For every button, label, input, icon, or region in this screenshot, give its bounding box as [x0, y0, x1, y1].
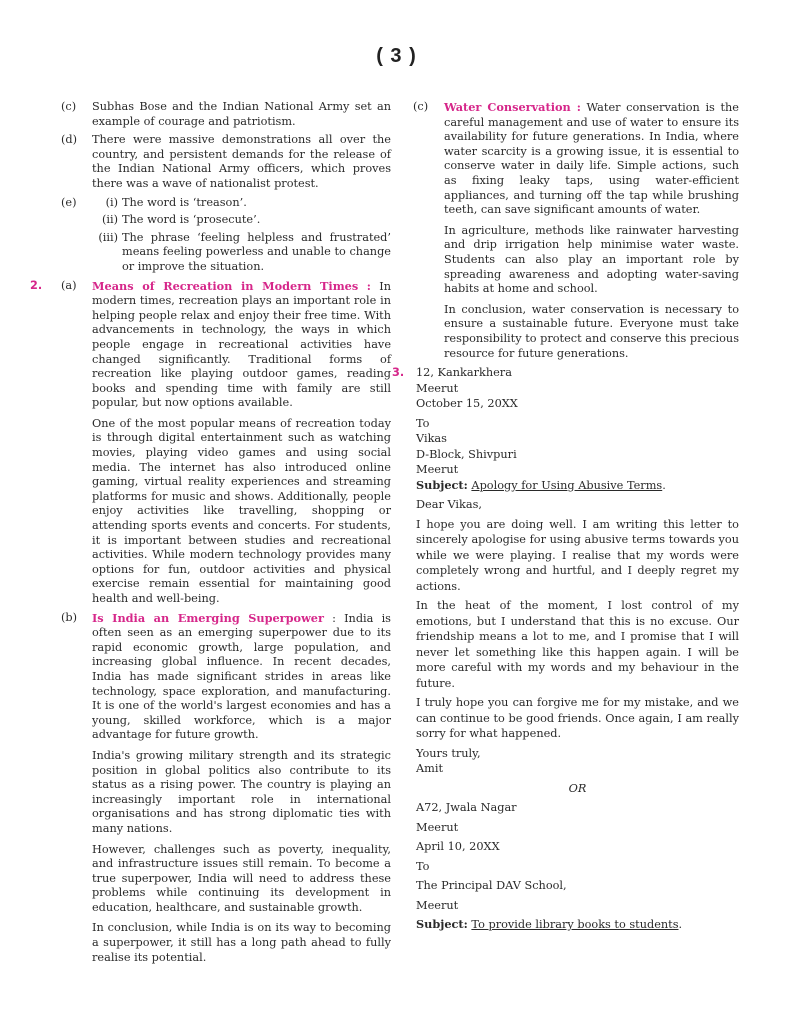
sub-text: The phrase ‘feeling helpless and frustrated’ means feeling powerless and unable to change or improve the situation. [122, 230, 391, 273]
answer-text: Subhas Bose and the Indian National Army set an example of courage and patriotism. [92, 100, 391, 128]
sub-label: (iii) [98, 230, 118, 244]
to-label: To [416, 416, 430, 430]
page-number: ( 3 ) [376, 45, 417, 67]
or-separator: OR [568, 781, 587, 795]
closing: Yours truly, [416, 746, 481, 760]
subject-text: Apology for Using Abusive Terms [471, 478, 663, 492]
letter-body-paragraph: I hope you are doing well. I am writing this letter to sincerely apologise for using abusive terms towards you while we were playing. I realise that my words were completely wrong and hurtful, and I deeply regret my actions. [416, 517, 739, 593]
answer-1e [58, 196, 391, 275]
sender-address-line: A72, Jwala Nagar [416, 801, 517, 815]
item-label: (c) [61, 100, 77, 113]
essay-paragraph: However, challenges such as poverty, inequality, and infrastructure issues still remain. To become a true superpower, India will need to address these problems while continuing its development in education, healthcare, and sustainable growth. [92, 842, 391, 914]
sub-answer [58, 213, 391, 228]
sender-address-line: Meerut [416, 820, 459, 834]
sub-text: The word is ‘prosecute’. [122, 213, 261, 227]
essay-heading: Is India an Emerging Superpower [92, 610, 324, 625]
sub-label: (ii) [101, 213, 118, 227]
essay-paragraph: In conclusion, while India is on its way to becoming a superpower, it still has a long path ahead to fully realise its potential. [92, 921, 391, 964]
essay-paragraph: India's growing military strength and its strategic position in global politics also contribute to its status as a rising power. The country is playing an increasingly important role in international organisations and has strong diplomatic ties with many nations. [92, 748, 391, 835]
essay-paragraph: One of the most popular means of recreation today is through digital entertainment such as watching movies, playing video games and using social media. The internet has also introduced online gaming, virtual reality experiences and streaming platforms for music and shows. Additionally, people enjoy activities like travelling, shopping or attending sports events and concerts. For students, it is important between studies and recreational activities. While modern technology provides many options for fun, outdoor activities and physical exercise remain essential for maintaining good health and well-being. [92, 416, 391, 605]
letter-date: April 10, 20XX [416, 840, 500, 854]
question-number: 3. [392, 366, 405, 380]
sub-label: (i) [105, 195, 118, 209]
essay-heading: Means of Recreation in Modern Times : [92, 278, 371, 293]
answer-2a [30, 278, 392, 607]
recipient-line: The Principal DAV School, [416, 879, 567, 893]
answer-text: There were massive demonstrations all over the country, and persistent demands for the release of the Indian National Army officers, which proves there was a wave of nationalist protest. [92, 133, 391, 190]
answer-1d [58, 133, 391, 191]
right-column [392, 100, 739, 937]
essay-paragraph: Means of Recreation in Modern Times : In modern times, recreation plays an important role in helping people relax and enjoy their free time. With advancements in technology, the ways in which people engage in recreational activities have changed significantly. Traditional forms of recreation like playing outdoor games, reading books and spending time with family are still popular, but now options available. [92, 278, 392, 410]
item-label: (e) [61, 195, 77, 209]
essay-paragraph: Is India an Emerging Superpower : India is often seen as an emerging superpower due to its rapid economic growth, large population, and increasing global influence. In recent decades, India has made significant strides in areas like technology, space exploration, and manufacturing. It is one of the world's largest economies and has a young, skilled workforce, which is a major advantage for future growth. [92, 610, 391, 742]
essay-paragraph: Water Conservation : Water conservation is the careful management and use of water to ensure its availability for future generations. In India, where water scarcity is a growing issue, it is essential to conserve water in daily life. Simple actions, such as fixing leaky taps, using water-efficient appliances, and turning off the tap while brushing teeth, can save significant amounts of water. [444, 100, 739, 217]
signature: Amit [416, 762, 444, 776]
subject-label: Subject: [416, 477, 468, 492]
essay-paragraph: In agriculture, methods like rainwater harvesting and drip irrigation help minimise water waste. Students can also play an important role by spreading awareness and adopting water-saving habits at home and school. [444, 223, 739, 296]
answer-2c [410, 100, 739, 361]
sender-address-line: Meerut [416, 381, 459, 395]
sub-text: The word is ‘treason’. [122, 195, 247, 209]
item-label: (c) [413, 100, 429, 113]
subject-text: To provide library books to students [471, 918, 679, 932]
answer-2b [58, 611, 391, 966]
item-label: (a) [61, 278, 77, 292]
question-number: 2. [30, 278, 43, 292]
answer-1c [58, 100, 391, 129]
recipient-line: Meerut [416, 898, 459, 912]
answer-3-letter [392, 365, 739, 933]
sender-address-line: 12, Kankarkhera [416, 366, 512, 380]
letter-body-paragraph: In the heat of the moment, I lost control of my emotions, but I understand that this is no excuse. Our friendship means a lot to me, and I promise that I will never let something like this happen again. I will be more careful with my words and my behaviour in the future. [416, 599, 739, 690]
essay-heading: Water Conservation : [444, 100, 581, 114]
letter-subject: Subject: Apology for Using Abusive Terms. [416, 477, 666, 492]
sub-answer [58, 231, 391, 275]
recipient-line: Meerut [416, 463, 459, 477]
letter-body-paragraph: I truly hope you can forgive me for my mistake, and we can continue to be good friends. Once again, I am really sorry for what happened. [416, 696, 739, 741]
salutation: Dear Vikas, [416, 498, 483, 512]
subject-label: Subject: [416, 917, 468, 932]
sub-answer [58, 196, 391, 211]
recipient-line: D-Block, Shivpuri [416, 447, 517, 461]
item-label: (b) [61, 610, 78, 624]
letter-subject: Subject: To provide library books to students. [416, 917, 683, 932]
item-label: (d) [61, 133, 78, 147]
to-label: To [416, 859, 430, 873]
left-column [30, 100, 392, 969]
essay-paragraph: In conclusion, water conservation is necessary to ensure a sustainable future. Everyone must take responsibility to protect and conserve this precious resource for future generations. [444, 302, 739, 360]
recipient-line: Vikas [416, 432, 447, 446]
letter-date: October 15, 20XX [416, 397, 518, 411]
